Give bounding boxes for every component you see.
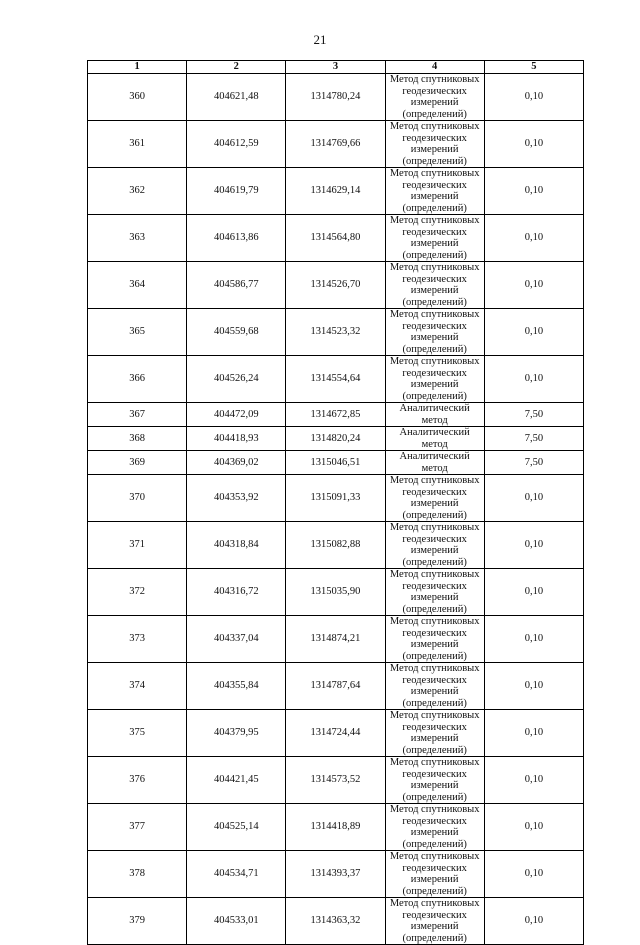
accuracy-cell: 7,50 bbox=[484, 403, 583, 427]
table-row bbox=[88, 427, 584, 451]
point-number-cell: 371 bbox=[88, 522, 187, 569]
point-number-cell: 378 bbox=[88, 851, 187, 898]
y-coordinate-cell: 1314523,32 bbox=[286, 309, 385, 356]
accuracy-cell: 0,10 bbox=[484, 522, 583, 569]
y-coordinate-cell: 1314573,52 bbox=[286, 757, 385, 804]
point-number-cell: 363 bbox=[88, 215, 187, 262]
x-coordinate-cell: 404612,59 bbox=[187, 121, 286, 168]
accuracy-cell: 0,10 bbox=[484, 356, 583, 403]
point-number-cell: 374 bbox=[88, 663, 187, 710]
method-cell: Метод спутниковых геодезических измерений (определений) bbox=[385, 663, 484, 710]
y-coordinate-cell: 1314724,44 bbox=[286, 710, 385, 757]
accuracy-cell: 0,10 bbox=[484, 475, 583, 522]
table-row bbox=[88, 616, 584, 663]
point-number-cell: 367 bbox=[88, 403, 187, 427]
x-coordinate-cell: 404621,48 bbox=[187, 74, 286, 121]
accuracy-cell: 0,10 bbox=[484, 710, 583, 757]
table-row bbox=[88, 121, 584, 168]
y-coordinate-cell: 1314629,14 bbox=[286, 168, 385, 215]
table-row bbox=[88, 403, 584, 427]
y-coordinate-cell: 1314564,80 bbox=[286, 215, 385, 262]
y-coordinate-cell: 1314672,85 bbox=[286, 403, 385, 427]
y-coordinate-cell: 1314363,32 bbox=[286, 898, 385, 945]
y-coordinate-cell: 1314393,37 bbox=[286, 851, 385, 898]
y-coordinate-cell: 1314787,64 bbox=[286, 663, 385, 710]
point-number-cell: 376 bbox=[88, 757, 187, 804]
accuracy-cell: 0,10 bbox=[484, 898, 583, 945]
point-number-cell: 366 bbox=[88, 356, 187, 403]
y-coordinate-cell: 1315082,88 bbox=[286, 522, 385, 569]
table-row bbox=[88, 168, 584, 215]
header-col-5: 5 bbox=[484, 61, 583, 74]
table-row bbox=[88, 309, 584, 356]
point-number-cell: 369 bbox=[88, 451, 187, 475]
accuracy-cell: 0,10 bbox=[484, 757, 583, 804]
x-coordinate-cell: 404337,04 bbox=[187, 616, 286, 663]
x-coordinate-cell: 404316,72 bbox=[187, 569, 286, 616]
table-row bbox=[88, 74, 584, 121]
header-col-4: 4 bbox=[385, 61, 484, 74]
method-cell: Аналитический метод bbox=[385, 403, 484, 427]
x-coordinate-cell: 404525,14 bbox=[187, 804, 286, 851]
table-header-row bbox=[88, 61, 584, 74]
accuracy-cell: 0,10 bbox=[484, 121, 583, 168]
method-cell: Аналитический метод bbox=[385, 427, 484, 451]
method-cell: Метод спутниковых геодезических измерений (определений) bbox=[385, 262, 484, 309]
y-coordinate-cell: 1315046,51 bbox=[286, 451, 385, 475]
x-coordinate-cell: 404355,84 bbox=[187, 663, 286, 710]
x-coordinate-cell: 404379,95 bbox=[187, 710, 286, 757]
method-cell: Метод спутниковых геодезических измерений (определений) bbox=[385, 168, 484, 215]
method-cell: Аналитический метод bbox=[385, 451, 484, 475]
table-row bbox=[88, 215, 584, 262]
method-cell: Метод спутниковых геодезических измерений (определений) bbox=[385, 851, 484, 898]
table-row bbox=[88, 451, 584, 475]
x-coordinate-cell: 404619,79 bbox=[187, 168, 286, 215]
x-coordinate-cell: 404533,01 bbox=[187, 898, 286, 945]
accuracy-cell: 0,10 bbox=[484, 309, 583, 356]
header-col-1: 1 bbox=[88, 61, 187, 74]
table-row bbox=[88, 356, 584, 403]
x-coordinate-cell: 404586,77 bbox=[187, 262, 286, 309]
method-cell: Метод спутниковых геодезических измерений (определений) bbox=[385, 757, 484, 804]
accuracy-cell: 0,10 bbox=[484, 74, 583, 121]
accuracy-cell: 0,10 bbox=[484, 804, 583, 851]
table-row bbox=[88, 262, 584, 309]
y-coordinate-cell: 1314418,89 bbox=[286, 804, 385, 851]
point-number-cell: 375 bbox=[88, 710, 187, 757]
x-coordinate-cell: 404353,92 bbox=[187, 475, 286, 522]
table-row bbox=[88, 475, 584, 522]
accuracy-cell: 0,10 bbox=[484, 215, 583, 262]
x-coordinate-cell: 404369,02 bbox=[187, 451, 286, 475]
method-cell: Метод спутниковых геодезических измерений (определений) bbox=[385, 309, 484, 356]
accuracy-cell: 7,50 bbox=[484, 451, 583, 475]
y-coordinate-cell: 1315035,90 bbox=[286, 569, 385, 616]
point-number-cell: 361 bbox=[88, 121, 187, 168]
accuracy-cell: 0,10 bbox=[484, 569, 583, 616]
y-coordinate-cell: 1314820,24 bbox=[286, 427, 385, 451]
accuracy-cell: 0,10 bbox=[484, 663, 583, 710]
method-cell: Метод спутниковых геодезических измерений (определений) bbox=[385, 215, 484, 262]
method-cell: Метод спутниковых геодезических измерений (определений) bbox=[385, 356, 484, 403]
x-coordinate-cell: 404526,24 bbox=[187, 356, 286, 403]
header-col-2: 2 bbox=[187, 61, 286, 74]
point-number-cell: 365 bbox=[88, 309, 187, 356]
x-coordinate-cell: 404418,93 bbox=[187, 427, 286, 451]
table-row bbox=[88, 569, 584, 616]
table-row bbox=[88, 710, 584, 757]
method-cell: Метод спутниковых геодезических измерений (определений) bbox=[385, 121, 484, 168]
method-cell: Метод спутниковых геодезических измерений (определений) bbox=[385, 475, 484, 522]
method-cell: Метод спутниковых геодезических измерений (определений) bbox=[385, 616, 484, 663]
y-coordinate-cell: 1315091,33 bbox=[286, 475, 385, 522]
table-row bbox=[88, 757, 584, 804]
x-coordinate-cell: 404472,09 bbox=[187, 403, 286, 427]
table-body bbox=[88, 74, 584, 945]
point-number-cell: 373 bbox=[88, 616, 187, 663]
x-coordinate-cell: 404421,45 bbox=[187, 757, 286, 804]
y-coordinate-cell: 1314874,21 bbox=[286, 616, 385, 663]
method-cell: Метод спутниковых геодезических измерений (определений) bbox=[385, 522, 484, 569]
y-coordinate-cell: 1314769,66 bbox=[286, 121, 385, 168]
accuracy-cell: 0,10 bbox=[484, 168, 583, 215]
y-coordinate-cell: 1314780,24 bbox=[286, 74, 385, 121]
point-number-cell: 370 bbox=[88, 475, 187, 522]
header-col-3: 3 bbox=[286, 61, 385, 74]
accuracy-cell: 0,10 bbox=[484, 851, 583, 898]
x-coordinate-cell: 404534,71 bbox=[187, 851, 286, 898]
point-number-cell: 360 bbox=[88, 74, 187, 121]
x-coordinate-cell: 404318,84 bbox=[187, 522, 286, 569]
table-row bbox=[88, 804, 584, 851]
method-cell: Метод спутниковых геодезических измерений (определений) bbox=[385, 804, 484, 851]
accuracy-cell: 7,50 bbox=[484, 427, 583, 451]
method-cell: Метод спутниковых геодезических измерений (определений) bbox=[385, 898, 484, 945]
accuracy-cell: 0,10 bbox=[484, 262, 583, 309]
x-coordinate-cell: 404559,68 bbox=[187, 309, 286, 356]
point-number-cell: 372 bbox=[88, 569, 187, 616]
y-coordinate-cell: 1314554,64 bbox=[286, 356, 385, 403]
point-number-cell: 362 bbox=[88, 168, 187, 215]
point-number-cell: 364 bbox=[88, 262, 187, 309]
y-coordinate-cell: 1314526,70 bbox=[286, 262, 385, 309]
point-number-cell: 368 bbox=[88, 427, 187, 451]
method-cell: Метод спутниковых геодезических измерений (определений) bbox=[385, 569, 484, 616]
x-coordinate-cell: 404613,86 bbox=[187, 215, 286, 262]
table-row bbox=[88, 851, 584, 898]
coordinates-table bbox=[87, 60, 584, 945]
point-number-cell: 379 bbox=[88, 898, 187, 945]
accuracy-cell: 0,10 bbox=[484, 616, 583, 663]
method-cell: Метод спутниковых геодезических измерений (определений) bbox=[385, 710, 484, 757]
page-number: 21 bbox=[313, 32, 327, 47]
point-number-cell: 377 bbox=[88, 804, 187, 851]
table-row bbox=[88, 522, 584, 569]
table-row bbox=[88, 663, 584, 710]
method-cell: Метод спутниковых геодезических измерений (определений) bbox=[385, 74, 484, 121]
